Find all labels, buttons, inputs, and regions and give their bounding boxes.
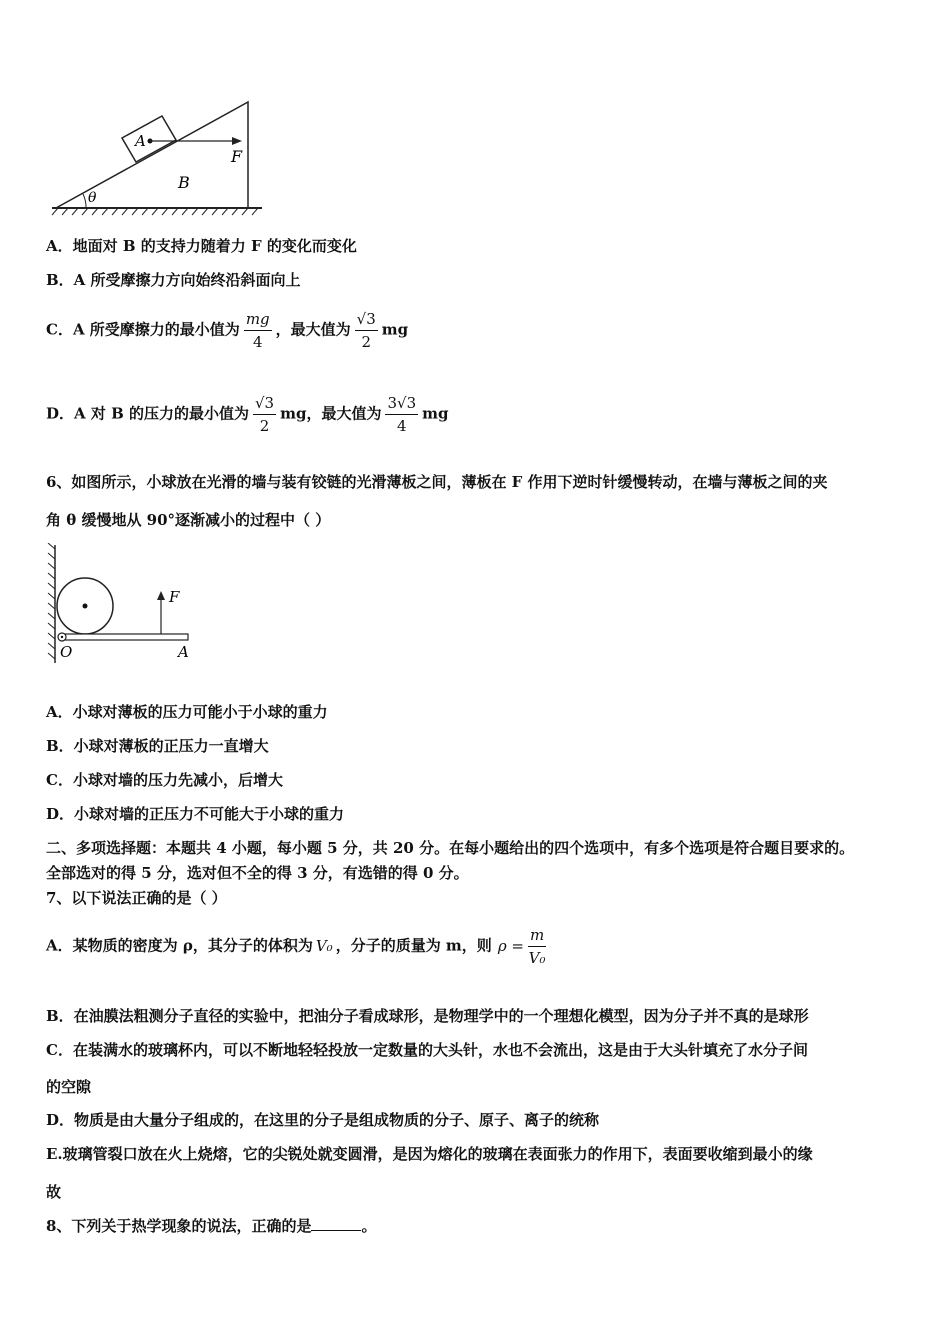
fraction-numerator: √3	[253, 392, 276, 415]
ball-wall-figure	[40, 543, 200, 665]
label-o: O	[60, 643, 73, 661]
q5-c-suffix: mg	[381, 320, 409, 339]
q8-stem	[46, 1216, 376, 1236]
q8-stem-suffix: 。	[361, 1217, 377, 1235]
q5-option-c	[46, 308, 408, 353]
fraction-denominator: 4	[397, 417, 407, 435]
force-f-arrowhead	[157, 591, 165, 600]
q5-c-prefix: C．A 所受摩擦力的最小值为	[46, 320, 240, 339]
q5-c-fraction-min	[244, 308, 272, 353]
force-f-arrowhead	[232, 137, 242, 145]
incline-wedge	[56, 102, 248, 208]
thin-board	[61, 634, 188, 640]
q7-option-a	[46, 924, 550, 969]
q7-option-c-line1: C．在装满水的玻璃杯内，可以不断地轻轻投放一定数量的大头针，水也不会流出，这是由于大头针填充了水分子间	[46, 1041, 808, 1059]
label-a: A	[178, 643, 189, 661]
theta-arc	[83, 194, 86, 208]
fraction-numerator: mg	[244, 308, 272, 331]
q5-option-b: B．A 所受摩擦力方向始终沿斜面向上	[46, 271, 301, 289]
q6-option-c: C．小球对墙的压力先减小，后增大	[46, 771, 283, 789]
q5-d-fraction-max	[385, 392, 418, 437]
label-a: A	[135, 132, 146, 150]
q5-option-a: A．地面对 B 的支持力随着力 F 的变化而变化	[46, 237, 357, 255]
answer-blank[interactable]	[311, 1216, 361, 1231]
q6-stem-line1: 6、如图所示，小球放在光滑的墙与装有铰链的光滑薄板之间，薄板在 F 作用下逆时针缓慢转动，在墙与薄板之间的夹	[46, 473, 828, 491]
q5-d-middle: mg，最大值为	[280, 404, 382, 423]
q7-option-e-line1: E.玻璃管裂口放在火上烧熔，它的尖锐处就变圆滑，是因为熔化的玻璃在表面张力的作用下，表面要收缩到最小的缘	[46, 1145, 813, 1163]
q5-option-d	[46, 392, 449, 437]
q7-option-c-line2: 的空隙	[46, 1078, 92, 1096]
fraction-numerator: √3	[355, 308, 378, 331]
label-f: F	[169, 588, 180, 606]
label-b: B	[178, 173, 190, 192]
volume-symbol: V₀	[315, 936, 333, 955]
fraction-denominator: V₀	[528, 949, 546, 967]
ground-hatching	[52, 208, 258, 215]
q6-option-d: D．小球对墙的正压力不可能大于小球的重力	[46, 805, 345, 823]
fraction-denominator: 2	[259, 417, 270, 435]
hinge-center	[61, 636, 63, 638]
q6-option-b: B．小球对薄板的正压力一直增大	[46, 737, 269, 755]
q7-a-prefix: A．某物质的密度为 ρ，其分子的体积为	[46, 936, 313, 955]
section2-heading-line2: 全部选对的得 5 分，选对但不全的得 3 分，有选错的得 0 分。	[46, 864, 469, 882]
wall-hatching	[48, 543, 55, 659]
q5-c-fraction-max	[355, 308, 378, 353]
label-f: F	[231, 147, 243, 166]
formula-lhs: ρ =	[497, 936, 524, 955]
fraction-denominator: 2	[361, 333, 371, 351]
q5-d-suffix: mg	[422, 404, 449, 423]
density-fraction	[528, 924, 546, 969]
q5-d-prefix: D．A 对 B 的压力的最小值为	[46, 404, 249, 423]
q6-stem-line2: 角 θ 缓慢地从 90°逐渐减小的过程中（ ）	[46, 511, 331, 529]
fraction-numerator: 3√3	[385, 392, 418, 415]
q5-d-fraction-min	[253, 392, 276, 437]
ball-center-dot	[83, 604, 88, 609]
fraction-numerator: m	[528, 924, 546, 947]
label-theta: θ	[88, 190, 97, 206]
section2-heading-line1: 二、多项选择题：本题共 4 小题，每小题 5 分，共 20 分。在每小题给出的四个选项中，有多个选项是符合题目要求的。	[46, 839, 855, 857]
q7-option-b: B．在油膜法粗测分子直径的实验中，把油分子看成球形，是物理学中的一个理想化模型，因为分子并不真的是球形	[46, 1007, 809, 1025]
fraction-denominator: 4	[252, 333, 263, 351]
q5-c-middle: ，最大值为	[275, 320, 351, 339]
q7-option-e-line2: 故	[46, 1183, 62, 1201]
q7-a-middle: ，分子的质量为 m，则	[335, 936, 492, 955]
q7-option-d: D．物质是由大量分子组成的，在这里的分子是组成物质的分子、原子、离子的统称	[46, 1111, 600, 1129]
incline-figure	[50, 96, 265, 218]
q8-stem-prefix: 8、下列关于热学现象的说法，正确的是	[46, 1217, 312, 1235]
q6-option-a: A．小球对薄板的压力可能小于小球的重力	[46, 703, 328, 721]
q7-stem: 7、以下说法正确的是（ ）	[46, 889, 227, 907]
